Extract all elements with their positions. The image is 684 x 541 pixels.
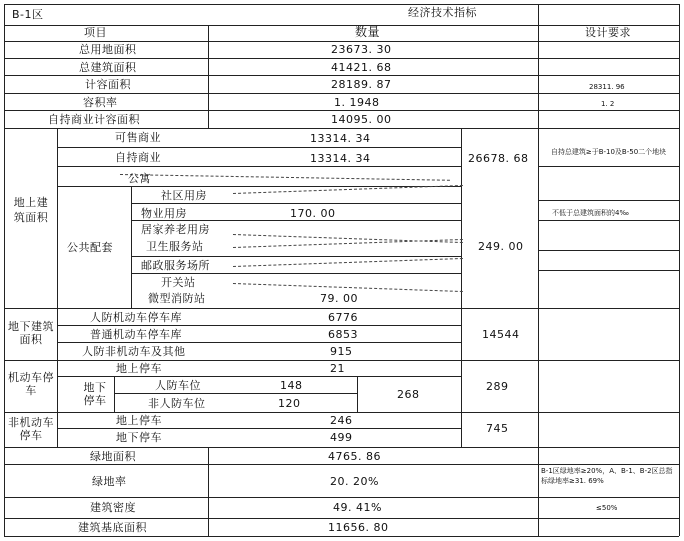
civil-defense-spots-label: 人防车位 xyxy=(155,379,201,392)
underground-subtotal: 14544 xyxy=(482,328,520,341)
civil-defense-parking-value: 6776 xyxy=(328,311,358,324)
facility-health: 卫生服务站 xyxy=(146,240,204,253)
far-area-label: 计容面积 xyxy=(85,78,131,91)
green-rate-requirement: B-1区绿地率≥20%，A、B-1、B-2区总指标绿地率≥31. 69% xyxy=(541,467,673,485)
non-civil-defense-spots-label: 非人防车位 xyxy=(148,397,206,410)
saleable-commercial-value: 13314. 34 xyxy=(310,132,371,145)
total-building-label: 总建筑面积 xyxy=(79,61,137,74)
regular-parking-value: 6853 xyxy=(328,328,358,341)
facility-elderly: 居家养老用房 xyxy=(141,223,210,236)
green-rate-value: 20. 20% xyxy=(330,475,379,488)
above-ground-group-label: 地上建筑面积 xyxy=(13,196,49,224)
green-area-value: 4765. 86 xyxy=(328,450,381,463)
public-facilities-total: 249. 00 xyxy=(478,240,524,253)
facility-property: 物业用房 xyxy=(141,207,187,220)
block-label: B-1区 xyxy=(12,8,44,21)
civil-defense-spots-value: 148 xyxy=(280,379,303,392)
nonmotor-above-value: 246 xyxy=(330,414,353,427)
total-land-label: 总用地面积 xyxy=(79,43,137,56)
far-area-req: 28311. 96 xyxy=(589,83,625,91)
own-commercial-value: 13314. 34 xyxy=(310,152,371,165)
public-facilities-label: 公共配套 xyxy=(67,241,113,254)
facility-switch-station: 开关站 xyxy=(161,276,196,289)
total-building-value: 41421. 68 xyxy=(331,61,392,74)
underground-spots-total: 268 xyxy=(397,388,420,401)
motor-total: 289 xyxy=(486,380,509,393)
civil-defense-nonmotor-value: 915 xyxy=(330,345,353,358)
property-requirement: 不低于总建筑面积的4‰ xyxy=(552,209,629,217)
building-density-requirement: ≤50% xyxy=(596,504,618,512)
total-land-value: 23673. 30 xyxy=(331,43,392,56)
page-title: 经济技术指标 xyxy=(408,6,477,19)
non-civil-defense-spots-value: 120 xyxy=(278,397,301,410)
facility-postal: 邮政服务场所 xyxy=(141,259,210,272)
nonmotor-below-value: 499 xyxy=(330,431,353,444)
far-label: 容积率 xyxy=(83,96,118,109)
regular-parking-label: 普通机动车停车库 xyxy=(90,328,182,341)
building-density-value: 49. 41% xyxy=(333,501,382,514)
building-footprint-value: 11656. 80 xyxy=(328,521,389,534)
col-header-quantity: 数量 xyxy=(355,25,381,39)
own-commercial-far-label: 自持商业计容面积 xyxy=(48,113,140,126)
above-ground-parking-label: 地上停车 xyxy=(116,362,162,375)
civil-defense-nonmotor-label: 人防非机动车及其他 xyxy=(82,345,186,358)
nonmotor-total: 745 xyxy=(486,422,509,435)
apartment-label: 公寓 xyxy=(128,172,151,185)
underground-group-label: 地下建筑面积 xyxy=(8,320,54,346)
building-footprint-label: 建筑基底面积 xyxy=(78,521,147,534)
saleable-commercial-label: 可售商业 xyxy=(115,131,161,144)
nonmotor-group-label: 非机动车停车 xyxy=(8,416,54,442)
facility-fire-station-value: 79. 00 xyxy=(320,292,358,305)
green-area-label: 绿地面积 xyxy=(90,450,136,463)
col-header-item: 项目 xyxy=(84,26,107,39)
facility-community: 社区用房 xyxy=(161,189,207,202)
far-area-value: 28189. 87 xyxy=(331,78,392,91)
nonmotor-below-label: 地下停车 xyxy=(116,431,162,444)
facility-fire-station: 微型消防站 xyxy=(148,292,206,305)
own-commercial-far-value: 14095. 00 xyxy=(331,113,392,126)
building-density-label: 建筑密度 xyxy=(90,501,136,514)
col-header-requirement: 设计要求 xyxy=(585,26,631,39)
facility-property-value: 170. 00 xyxy=(290,207,336,220)
far-req: 1. 2 xyxy=(601,100,615,108)
own-commercial-label: 自持商业 xyxy=(115,151,161,164)
motor-group-label: 机动车停车 xyxy=(8,371,54,397)
above-ground-subtotal: 26678. 68 xyxy=(468,152,529,165)
civil-defense-parking-label: 人防机动车停车库 xyxy=(90,311,182,324)
underground-parking-label: 地下停车 xyxy=(83,381,107,407)
above-ground-parking-value: 21 xyxy=(330,362,345,375)
green-rate-label: 绿地率 xyxy=(92,475,127,488)
nonmotor-above-label: 地上停车 xyxy=(116,414,162,427)
own-commercial-requirement: 自持总建筑≥于B-10及B-50二个地块 xyxy=(550,148,667,156)
far-value: 1. 1948 xyxy=(334,96,380,109)
